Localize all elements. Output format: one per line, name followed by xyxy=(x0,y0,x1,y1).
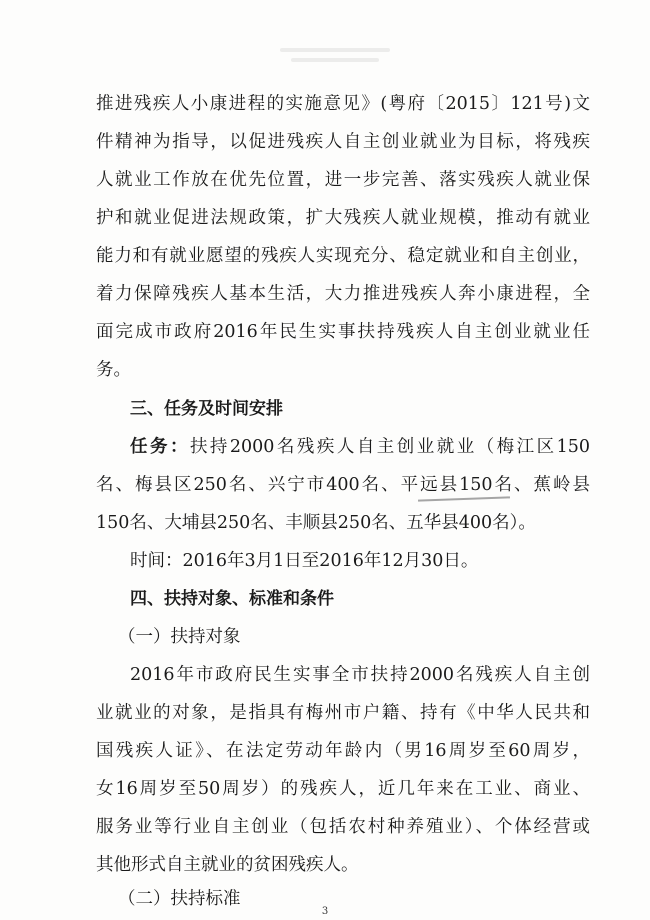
faint-header-stamp xyxy=(280,42,390,72)
subheading-target: （一）扶持对象 xyxy=(118,627,241,647)
page-number: 3 xyxy=(321,906,329,917)
subheading-standard: （二）扶持标准 xyxy=(118,889,241,909)
section-heading-targets: 四、扶持对象、标准和条件 xyxy=(130,589,334,609)
section-heading-tasks: 三、任务及时间安排 xyxy=(130,399,283,419)
body-line: 件精神为指导，以促进残疾人自主创业就业为目标，将残疾 xyxy=(96,132,590,152)
target-line: 业就业的对象，是指具有梅州市户籍、持有《中华人民共和 xyxy=(96,703,590,723)
body-line: 着力保障残疾人基本生活，大力推进残疾人奔小康进程，全 xyxy=(96,284,590,304)
body-line: 面完成市政府2016年民生实事扶持残疾人自主创业就业任 xyxy=(96,322,590,342)
target-line: 2016年市政府民生实事全市扶持2000名残疾人自主创 xyxy=(130,665,590,685)
target-line: 国残疾人证》、在法定劳动年龄内（男16周岁至60周岁， xyxy=(96,741,590,761)
target-line: 其他形式自主就业的贫困残疾人。 xyxy=(96,855,359,875)
target-line: 服务业等行业自主创业（包括农村种养殖业）、个体经营或 xyxy=(96,817,590,837)
task-text: 扶持2000名残疾人自主创业就业（梅江区150 xyxy=(189,437,591,457)
task-line: 名、梅县区250名、兴宁市400名、平远县150名、蕉岭县 xyxy=(96,475,590,495)
task-line: 150名、大埔县250名、丰顺县250名、五华县400名）。 xyxy=(96,513,536,533)
body-line: 务。 xyxy=(96,360,131,380)
body-line: 护和就业促进法规政策，扩大残疾人就业规模，推动有就业 xyxy=(96,208,590,228)
body-line: 推进残疾人小康进程的实施意见》(粤府〔2015〕121号)文 xyxy=(96,94,590,114)
task-line xyxy=(130,436,590,458)
task-label: 任务： xyxy=(130,437,190,457)
body-line: 能力和有就业愿望的残疾人实现充分、稳定就业和自主创业， xyxy=(96,246,590,266)
target-line: 女16周岁至50周岁）的残疾人，近几年来在工业、商业、 xyxy=(96,779,590,799)
pen-underline xyxy=(418,496,510,501)
body-line: 人就业工作放在优先位置，进一步完善、落实残疾人就业保 xyxy=(96,170,590,190)
time-line: 时间：2016年3月1日至2016年12月30日。 xyxy=(130,551,479,571)
